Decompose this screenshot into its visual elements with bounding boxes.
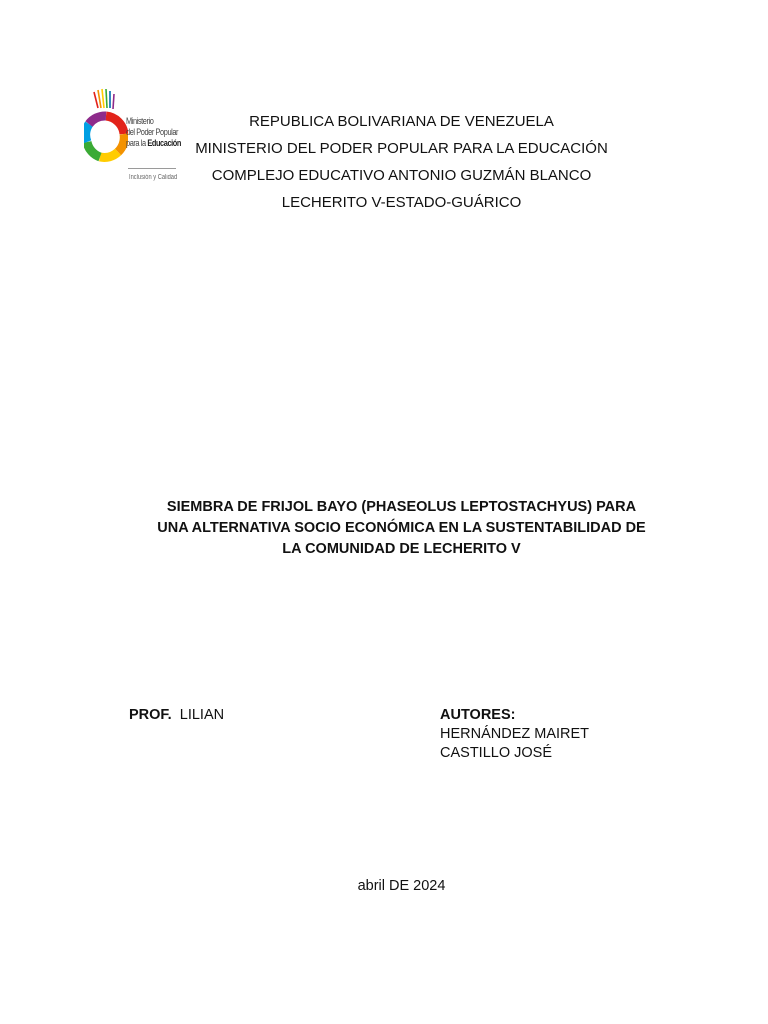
authors-block [440,706,589,763]
logo-line-1: Ministerio [126,116,154,126]
author-name: CASTILLO JOSÉ [440,745,553,761]
logo-tagline: Inclusión y Calidad [129,174,178,181]
document-date: abril DE 2024 [357,878,446,894]
professor-name: LILIAN [179,707,225,723]
title-line-3: LA COMUNIDAD DE LECHERITO V [282,541,521,557]
header-line-1: REPUBLICA BOLIVARIANA DE VENEZUELA [249,113,554,130]
professor-block [129,706,224,725]
header-line-4: LECHERITO V-ESTADO-GUÁRICO [281,194,522,211]
ministry-ring-icon [84,86,128,176]
title-line-2: UNA ALTERNATIVA SOCIO ECONÓMICA EN LA SUSTENTABILIDAD DE [157,520,646,536]
document-title [130,497,673,560]
logo-line-3-strong: Educación [147,138,181,148]
header-line-3: COMPLEJO EDUCATIVO ANTONIO GUZMÁN BLANCO [211,167,592,184]
header-line-2: MINISTERIO DEL PODER POPULAR PARA LA EDUCACIÓN [195,140,608,157]
logo-line-3-prefix: para la [126,138,148,148]
logo-line-2: del Poder Popular [126,127,179,137]
professor-label: PROF. [129,707,172,723]
institution-header [140,108,663,216]
title-line-1: SIEMBRA DE FRIJOL BAYO (PHASEOLUS LEPTOSTACHYUS) PARA [166,499,637,515]
author-name: HERNÁNDEZ MAIRET [440,726,590,742]
authors-label: AUTORES: [440,707,516,723]
